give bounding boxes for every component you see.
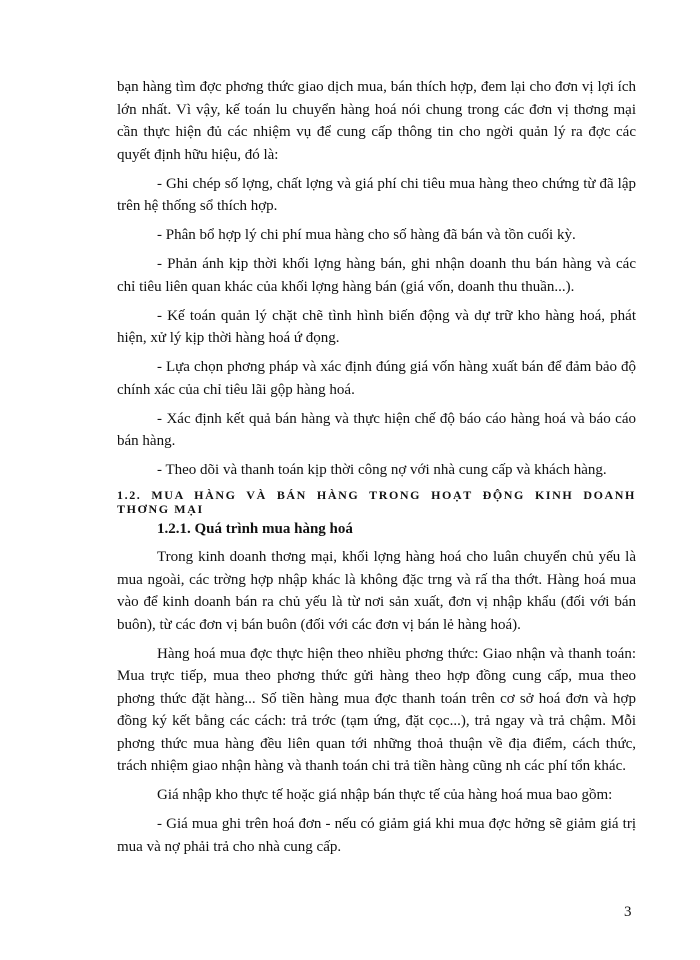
section-heading: 1.2. MUA HÀNG VÀ BÁN HÀNG TRONG HOẠT ĐỘNG KINH DOANH THƠNG MẠI (117, 488, 636, 516)
task-item-sales-results: - Xác định kết quả bán hàng và thực hiện chế độ báo cáo hàng hoá và báo cáo bán hàng. (117, 410, 636, 449)
body-paragraph-invoice-price: - Giá mua ghi trên hoá đơn - nếu có giảm giá khi mua đợc hởng sẽ giảm giá trị mua và nợ phải trả cho nhà cung cấp. (117, 816, 636, 855)
task-item-allocate-costs: - Phân bổ hợp lý chi phí mua hàng cho số hàng đã bán và tồn cuối kỳ. (157, 227, 576, 243)
task-item-cost-method: - Lựa chọn phơng pháp và xác định đúng giá vốn hàng xuất bán để đảm bảo độ chính xác của chỉ tiêu lãi gộp hàng hoá. (117, 359, 636, 398)
page-content (117, 76, 636, 865)
subsection-heading: 1.2.1. Quá trình mua hàng hoá (157, 521, 353, 537)
body-paragraph-trade-overview: Trong kinh doanh thơng mại, khối lợng hàng hoá cho luân chuyển chủ yếu là mua ngoài, các trờng hợp nhập khác là không đặc trng và rấ tha thớt. Hàng hoá mua vào để kinh doanh bán ra chủ yếu là từ nơi sản xuất, đơn vị nhập khẩu (đối với bán buôn), từ các đơn vị bán buôn (đối với các đơn vị bán lẻ hàng hoá). (117, 549, 636, 633)
page-number: 3 (624, 904, 632, 920)
task-item-reflect-sales: - Phản ánh kịp thời khối lợng hàng bán, ghi nhận doanh thu bán hàng và các chỉ tiêu liên quan khác của khối lợng hàng bán (giá vốn, doanh thu thuần...). (117, 256, 636, 295)
task-item-payables-tracking: - Theo dõi và thanh toán kịp thời công nợ với nhà cung cấp và khách hàng. (157, 462, 607, 478)
task-item-record-purchases: - Ghi chép số lợng, chất lợng và giá phí chi tiêu mua hàng theo chứng từ đã lập trên hệ thống sổ thích hợp. (117, 175, 636, 214)
body-paragraph-actual-price: Giá nhập kho thực tế hoặc giá nhập bán thực tế của hàng hoá mua bao gồm: (157, 787, 613, 803)
task-item-inventory-management: - Kế toán quản lý chặt chẽ tình hình biến động và dự trữ kho hàng hoá, phát hiện, xử lý kịp thời hàng hoá ứ đọng. (117, 307, 636, 346)
intro-paragraph: bạn hàng tìm đợc phơng thức giao dịch mua, bán thích hợp, đem lại cho đơn vị lợi ích lớn nhất. Vì vậy, kế toán lu chuyển hàng hoá nói chung trong các đơn vị thơng mại cần thực hiện đủ các nhiệm vụ để cung cấp thông tin cho ngời quản lý ra đợc các quyết định hữu hiệu, đó là: (117, 79, 636, 163)
body-paragraph-purchase-methods: Hàng hoá mua đợc thực hiện theo nhiều phơng thức: Giao nhận và thanh toán: Mua trực tiếp, mua theo phơng thức gửi hàng theo hợp đồng cung cấp, mua theo phơng thức đặt hàng... Số tiền hàng mua đợc thanh toán trên cơ sở hoá đơn và hợp đồng ký kết bằng các cách: trả trớc (tạm ứng, đặt cọc...), trả ngay và trả chậm. Mỗi phơng thức mua hàng đều liên quan tới những thoả thuận về địa điểm, cách thức, trách nhiệm giao nhận hàng và thanh toán chi trả tiền hàng cũng nh các phí tổn khác. (117, 645, 636, 774)
